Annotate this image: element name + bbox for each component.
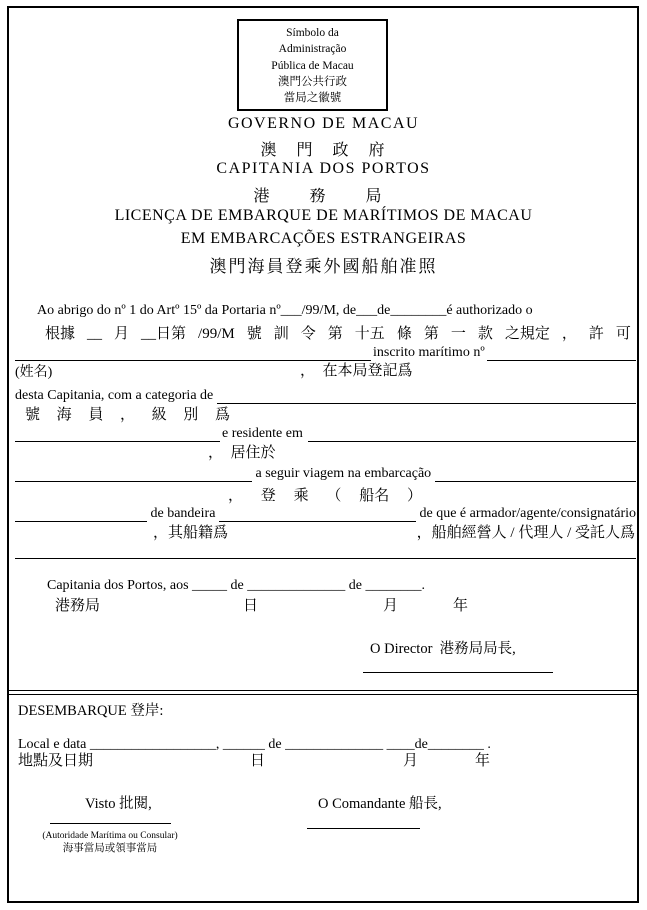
clause-zh-segment: 令 [300, 326, 316, 342]
name-fill-blank [15, 344, 371, 361]
viagem-line-zh [228, 487, 422, 505]
autoridade-caption-zh: 海事當局或領事當局 [62, 843, 158, 854]
disembark-local-line-zh [0, 753, 647, 771]
emblem-box-line: Símbolo da [286, 27, 339, 39]
categoria-line-zh [25, 406, 230, 424]
autoridade-caption-pt: (Autoridade Marítima ou Consular) [42, 831, 178, 841]
clause-zh-segment: 款 [477, 326, 493, 342]
categoria-blank [217, 387, 636, 404]
name-label-line [15, 363, 636, 381]
inscrito-label: inscrito marítimo nº [373, 345, 485, 360]
bandeira-fill-blank [219, 505, 416, 522]
emblem-placeholder-box [237, 19, 388, 111]
name-label-pt: (姓名) [15, 365, 53, 380]
bandeira-label: de bandeira [147, 506, 219, 521]
issue-year-zh: 年 [453, 598, 469, 614]
title-governo-pt: GOVERNO DE MACAU [227, 115, 420, 132]
categoria-fill-blank [15, 425, 220, 442]
comandante-signature-line [307, 813, 420, 829]
maritime-number-blank [487, 344, 636, 361]
viagem-label: a seguir viagem na embarcação [252, 466, 435, 481]
clause-zh-segment: 許 [588, 326, 604, 342]
armador-fill-blank [15, 548, 636, 559]
section-divider [9, 690, 637, 695]
clause-zh-segment: 第 [327, 326, 343, 342]
issue-date-line: Capitania dos Portos, aos _____ de ______________ de ________. [47, 578, 425, 593]
emblem-box-line: Administração [278, 43, 347, 56]
clause-zh-segment: ， [561, 326, 577, 342]
residente-line [15, 424, 636, 442]
viagem-zh-segment: 船名 [359, 488, 390, 504]
title-capitania-pt: CAPITANIA DOS PORTOS [216, 160, 431, 177]
clause-line-pt: Ao abrigo do nº 1 do Artº 15º da Portaria nº___/99/M, de___de________é authorizado o [37, 303, 533, 318]
bandeira-line [15, 504, 636, 522]
clause-zh-segment: 號 [246, 326, 262, 342]
categoria-zh-segment: 海 [56, 407, 72, 423]
disembark-local-line: Local e data __________________, ______ de ______________ ____de________ . [18, 737, 491, 752]
categoria-zh-segment: 別 [183, 407, 199, 423]
issue-day-zh: 日 [243, 598, 259, 614]
clause-zh-segment: 月 [114, 326, 130, 342]
title-capitania-zh: 港 務 局 [253, 188, 394, 205]
viagem-zh-segment: ） [406, 488, 422, 504]
viagem-zh-segment: ， [228, 488, 244, 504]
armador-label-zh: ，船舶經營人 / 代理人 / 受託人爲 [416, 525, 635, 541]
categoria-zh-segment: 員 [88, 407, 104, 423]
comandante-label: O Comandante 船長, [318, 796, 442, 812]
clause-zh-segment: 十五 [354, 326, 385, 342]
bureau-label-zh: 港務局 [55, 598, 101, 614]
disembark-month-zh: 月 [403, 753, 419, 769]
emblem-box-line: 當局之徽號 [283, 92, 342, 105]
title-licenca-line1: LICENÇA DE EMBARQUE DE MARÍTIMOS DE MACAU [114, 207, 533, 224]
issue-month-zh: 月 [383, 598, 399, 614]
residencia-fill-blank [15, 465, 252, 482]
viagem-zh-segment: 登 [260, 488, 276, 504]
clause-zh-segment: 根據 [45, 326, 76, 342]
residencia-blank [308, 425, 636, 442]
emblem-box-line: Pública de Macau [271, 59, 354, 72]
local-label-zh: 地點及日期 [18, 753, 94, 769]
clause-zh-segment: 一 [450, 326, 466, 342]
clause-zh-segment: __ [87, 326, 103, 342]
categoria-label: desta Capitania, com a categoria de [15, 388, 217, 403]
title-licenca-line2: EM EMBARCAÇÕES ESTRANGEIRAS [180, 230, 467, 247]
armador-label: de que é armador/agente/consignatário [415, 506, 636, 521]
viagem-zh-segment: （ [326, 488, 342, 504]
title-governo-zh: 澳 門 政 府 [260, 142, 387, 159]
clause-zh-segment: 之規定 [504, 326, 550, 342]
bandeira-label-zh: ，其船籍爲 [153, 525, 229, 541]
emblem-box-line: 澳門公共行政 [278, 75, 347, 88]
director-signature-line [363, 657, 553, 673]
categoria-zh-segment: 級 [151, 407, 167, 423]
director-signature-label: O Director 港務局局長, [370, 641, 516, 657]
categoria-zh-segment: 號 [25, 407, 41, 423]
embarcacao-blank [435, 465, 636, 482]
viagem-zh-segment: 乘 [293, 488, 309, 504]
visto-label: Visto 批閱, [85, 796, 152, 812]
clause-zh-segment: /99/M [198, 326, 235, 342]
categoria-zh-segment: ， [119, 407, 135, 423]
issue-date-line-zh [15, 598, 636, 616]
clause-line-zh [45, 325, 631, 343]
registered-label-zh: ， 在本局登記爲 [300, 363, 413, 379]
clause-zh-segment: __日第 [141, 326, 187, 342]
disembark-year-zh: 年 [475, 753, 491, 769]
residente-label: e residente em [222, 426, 307, 441]
disembark-heading: DESEMBARQUE 登岸: [18, 703, 164, 719]
title-licenca-zh: 澳門海員登乘外國船舶准照 [209, 257, 438, 276]
clause-zh-segment: 第 [423, 326, 439, 342]
categoria-zh-segment: 爲 [214, 407, 230, 423]
clause-zh-segment: 條 [396, 326, 412, 342]
visto-signature-line [50, 808, 171, 824]
viagem-line [15, 464, 636, 482]
bandeira-line-zh [15, 525, 636, 543]
clause-zh-segment: 訓 [273, 326, 289, 342]
clause-zh-segment: 可 [615, 326, 631, 342]
ship-name-blank [15, 505, 147, 522]
categoria-line [15, 386, 636, 404]
disembark-day-zh: 日 [250, 753, 266, 769]
inscrito-line [15, 343, 636, 361]
residente-label-zh: ， 居住於 [208, 445, 276, 461]
